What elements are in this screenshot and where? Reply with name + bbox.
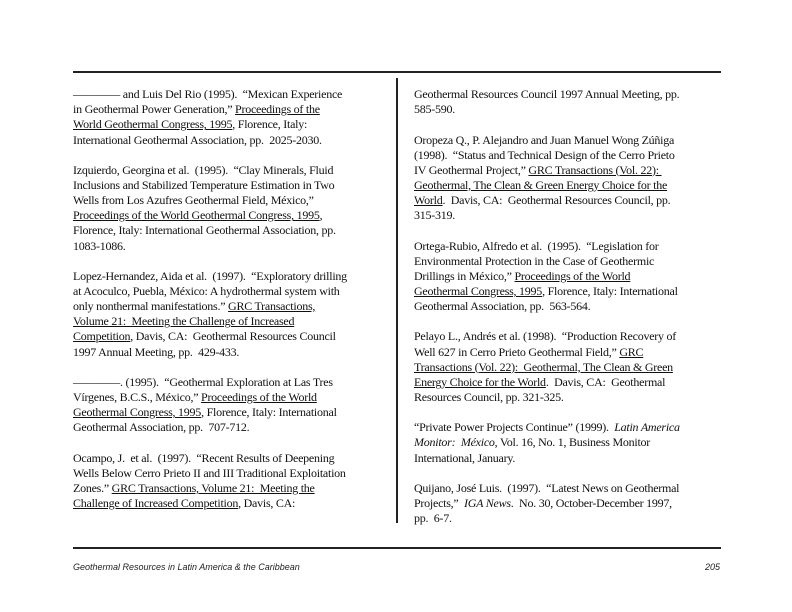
reference-text: , Florence, Italy: International: [201, 405, 337, 420]
reference-line: [73, 178, 334, 192]
reference-text: Lopez-Hernandez, Aida et al. (1997). “Exploratory drilling: [73, 268, 347, 283]
reference-text: 1083-1086.: [73, 238, 126, 253]
reference-text: , Davis, CA: Geothermal Resources Council: [130, 329, 336, 344]
reference-text: at Acoculco, Puebla, México: A hydrothermal system with: [73, 284, 340, 298]
reference-text: (1998). “Status and Technical Design of the Cerro Prieto: [414, 147, 675, 162]
reference-line: [73, 314, 294, 328]
reference-line: [73, 329, 336, 343]
publication-title: Volume 21: Meeting the Challenge of Increased: [73, 314, 295, 329]
reference-text: , Florence, Italy: International: [542, 284, 678, 298]
reference-line: [414, 269, 630, 283]
reference-text: Inclusions and Stabilized Temperature Estimation in Two: [73, 177, 335, 192]
reference-line: [73, 451, 334, 465]
reference-text: Oropeza Q., P. Alejandro and Juan Manuel Wong Zúñiga: [414, 132, 675, 147]
publication-title: Proceedings of the World: [201, 390, 317, 404]
reference-line: [73, 102, 320, 116]
reference-line: [414, 102, 455, 116]
journal-title: Monitor: México: [414, 435, 495, 450]
reference-line: [414, 133, 674, 147]
reference-text: Vírgenes, B.C.S., México,”: [73, 390, 202, 404]
publication-title: Geothermal, The Clean & Green Energy Choice for the: [414, 177, 668, 192]
reference-line: [73, 269, 347, 283]
reference-text: 1997 Annual Meeting, pp. 429-433.: [73, 344, 240, 359]
reference-text: . Davis, CA: Geothermal Resources Council, pp.: [442, 193, 671, 208]
reference-text: Well 627 in Cerro Prieto Geothermal Field,”: [414, 344, 620, 359]
publication-title: GRC Transactions, Volume 21: Meeting the: [111, 480, 315, 495]
reference-line: [414, 329, 676, 343]
reference-line: [414, 360, 673, 374]
reference-text: Geothermal Association, pp. 563-564.: [414, 299, 591, 314]
reference-line: [73, 284, 340, 298]
reference-text: in Geothermal Power Generation,”: [73, 102, 236, 117]
reference-text: Izquierdo, Georgina et al. (1995). “Clay Minerals, Fluid: [73, 162, 334, 177]
reference-text: Wells Below Cerro Prieto II and III Traditional Exploitation: [73, 465, 346, 480]
publication-title: Proceedings of the: [235, 102, 320, 117]
reference-line: [414, 420, 680, 434]
reference-line: [73, 466, 346, 480]
reference-text: , Vol. 16, No. 1, Business Monitor: [494, 435, 651, 450]
reference-text: Projects,”: [414, 496, 464, 510]
reference-line: [73, 117, 307, 131]
publication-title: Challenge of Increased Competition: [73, 496, 239, 510]
reference-line: [414, 345, 643, 359]
reference-line: [414, 148, 675, 162]
reference-line: [414, 284, 678, 298]
reference-text: . Davis, CA: Geothermal: [545, 374, 666, 389]
reference-text: International, January.: [414, 450, 516, 465]
reference-text: Geothermal Resources Council 1997 Annual Meeting, pp.: [414, 87, 680, 101]
reference-text: Geothermal Association, pp. 707-712.: [73, 420, 250, 435]
reference-line: [73, 405, 337, 419]
reference-line: [73, 345, 239, 359]
publication-title: Transactions (Vol. 22): Geothermal, The Clean & Green: [414, 359, 673, 374]
publication-title: Geothermal Congress, 1995: [73, 405, 202, 420]
reference-line: [73, 208, 322, 222]
reference-line: [73, 133, 322, 147]
reference-text: ————. (1995). “Geothermal Exploration at Las Tres: [73, 374, 333, 389]
reference-line: [414, 390, 564, 404]
reference-text: 315-319.: [414, 208, 455, 223]
reference-text: “Private Power Projects Continue” (1999).: [414, 420, 615, 435]
bottom-rule: [73, 547, 721, 549]
page-number: 205: [704, 562, 720, 572]
publication-title: Geothermal Congress, 1995: [414, 284, 543, 298]
reference-text: , Florence, Italy:: [232, 117, 308, 132]
reference-text: Quijano, José Luis. (1997). “Latest News on Geothermal: [414, 480, 680, 495]
reference-line: [414, 481, 679, 495]
reference-text: Resources Council, pp. 321-325.: [414, 390, 564, 404]
publication-title: Proceedings of the World: [514, 268, 631, 283]
reference-text: Pelayo L., Andrés et al. (1998). “Production Recovery of: [414, 329, 677, 344]
reference-text: Ortega-Rubio, Alfredo et al. (1995). “Legislation for: [414, 238, 659, 253]
reference-text: . No. 30, October-December 1997,: [510, 496, 672, 510]
reference-line: [73, 239, 126, 253]
column-divider: [396, 78, 398, 523]
footer-title: Geothermal Resources in Latin America & the Caribbean: [73, 562, 300, 572]
publication-title: GRC: [619, 344, 644, 359]
reference-line: [414, 163, 662, 177]
reference-line: [73, 481, 315, 495]
reference-text: pp. 6-7.: [414, 511, 452, 526]
reference-line: [73, 496, 295, 510]
reference-line: [73, 87, 342, 101]
reference-line: [73, 390, 317, 404]
journal-title: Latin America: [614, 420, 680, 435]
reference-text: IV Geothermal Project,”: [414, 162, 529, 177]
top-rule: [73, 71, 721, 73]
reference-line: [73, 375, 333, 389]
reference-line: [414, 435, 650, 449]
reference-line: [414, 178, 667, 192]
reference-text: , Davis, CA:: [238, 496, 296, 510]
reference-line: [414, 254, 654, 268]
reference-line: [414, 208, 455, 222]
publication-title: World: [414, 193, 443, 208]
reference-text: Ocampo, J. et al. (1997). “Recent Results of Deepening: [73, 450, 335, 465]
journal-title: IGA News: [464, 496, 511, 510]
reference-text: Wells from Los Azufres Geothermal Field, México,”: [73, 193, 314, 208]
publication-title: Proceedings of the World Geothermal Congress, 1995: [73, 208, 320, 223]
reference-line: [414, 193, 670, 207]
reference-line: [73, 223, 336, 237]
reference-text: International Geothermal Association, pp. 2025-2030.: [73, 132, 322, 147]
reference-line: [73, 163, 333, 177]
reference-line: [414, 511, 452, 525]
reference-text: Florence, Italy: International Geothermal Association, pp.: [73, 223, 336, 238]
publication-title: Competition: [73, 329, 131, 344]
reference-line: [414, 299, 590, 313]
publication-title: World Geothermal Congress, 1995: [73, 117, 233, 132]
reference-text: 585-590.: [414, 102, 455, 117]
reference-line: [73, 420, 249, 434]
reference-line: [73, 299, 315, 313]
publication-title: GRC Transactions,: [228, 299, 316, 314]
reference-text: only nonthermal manifestations.”: [73, 299, 229, 314]
reference-text: ———— and Luis Del Rio (1995). “Mexican Experience: [73, 87, 343, 101]
reference-line: [414, 496, 672, 510]
publication-title: Energy Choice for the World: [414, 374, 546, 389]
reference-text: ,: [319, 208, 323, 223]
publication-title: GRC Transactions (Vol. 22):: [528, 162, 662, 177]
reference-line: [414, 375, 665, 389]
reference-text: Drillings in México,”: [414, 268, 515, 283]
reference-text: Zones.”: [73, 480, 112, 495]
reference-line: [73, 193, 314, 207]
reference-text: Environmental Protection in the Case of Geothermic: [414, 253, 655, 268]
reference-line: [414, 87, 679, 101]
reference-line: [414, 451, 515, 465]
reference-line: [414, 239, 659, 253]
